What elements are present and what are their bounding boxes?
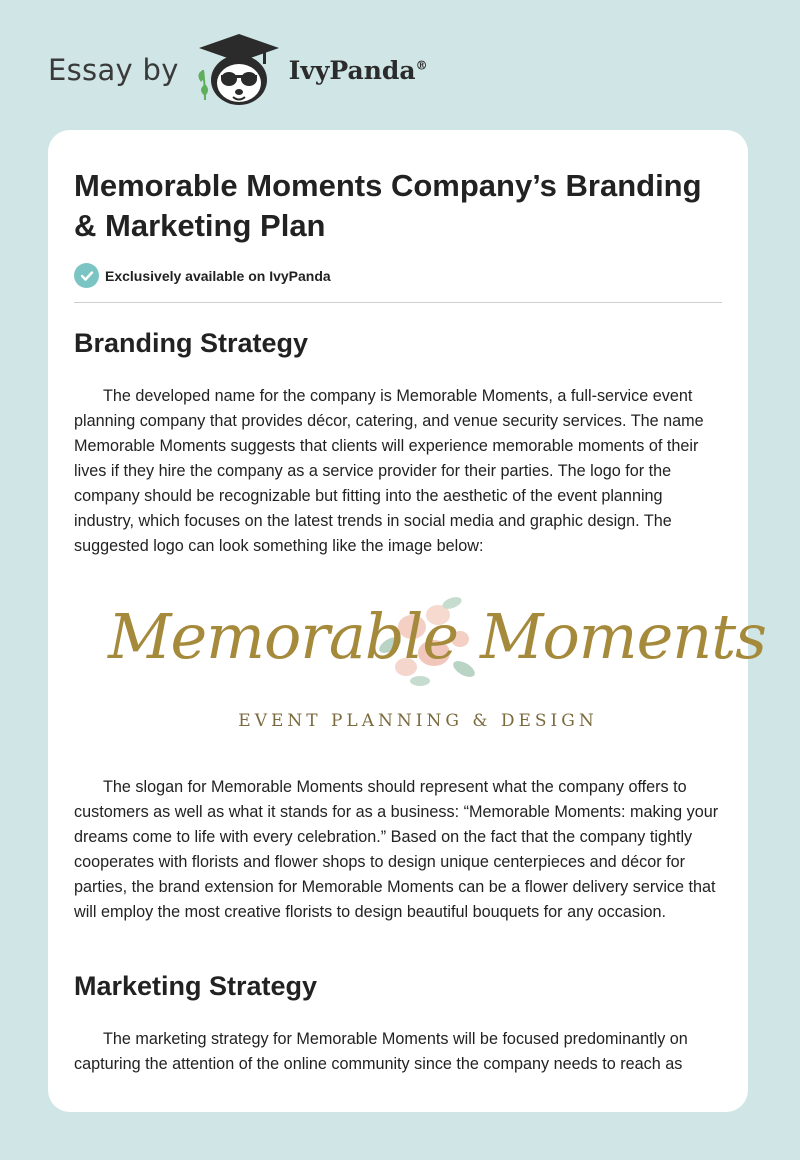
divider (74, 302, 722, 303)
memorable-moments-logo-image (108, 585, 766, 745)
registered-mark: ® (415, 58, 428, 73)
essay-card (48, 130, 766, 1112)
essay-title: Memorable Moments Company’s Branding & Marketing Plan (74, 168, 702, 243)
paragraph-branding: The developed name for the company is Memorable Moments, a full-service event planning company that provides décor, catering, and venue security services. The name Memorable Moments suggests that clients will experience memorable moments of their lives if they hire the company as a service provider for their parties. The logo for the company should be recognizable but fitting into the aesthetic of the event planning industry, which focuses on the latest trends in social media and graphic design. The suggested logo can look something like the image below: (74, 387, 704, 555)
section-heading-branding: Branding Strategy (74, 328, 309, 358)
check-circle-icon (74, 263, 99, 288)
section-heading-marketing: Marketing Strategy (74, 971, 318, 1001)
site-header (48, 30, 428, 110)
logo-word-memorable: Memorable (108, 600, 459, 673)
brand-text: IvyPanda (288, 55, 416, 85)
essay-by-label: Essay by (48, 53, 179, 87)
logo-word-moments: Moments (480, 600, 766, 673)
ivypanda-brand-name[interactable] (289, 56, 428, 85)
ivypanda-logo-icon[interactable] (193, 30, 285, 110)
exclusive-badge (74, 263, 331, 288)
exclusive-label: Exclusively available on IvyPanda (105, 267, 331, 284)
paragraph-slogan: The slogan for Memorable Moments should represent what the company offers to customers as well as what it stands for as a business: “Memorable Moments: making your dreams come to life with every celebration.” Based on the fact that the company tightly cooperates with florists and flower shops to design unique centerpieces and décor for parties, the brand extension for Memorable Moments can be a flower delivery service that will employ the most creative florists to design beautiful bouquets for any occasion. (74, 778, 719, 921)
logo-tagline: EVENT PLANNING & DESIGN (238, 711, 598, 731)
paragraph-marketing: The marketing strategy for Memorable Moments will be focused predominantly on capturing the attention of the online community since the company needs to reach as (74, 1030, 688, 1073)
